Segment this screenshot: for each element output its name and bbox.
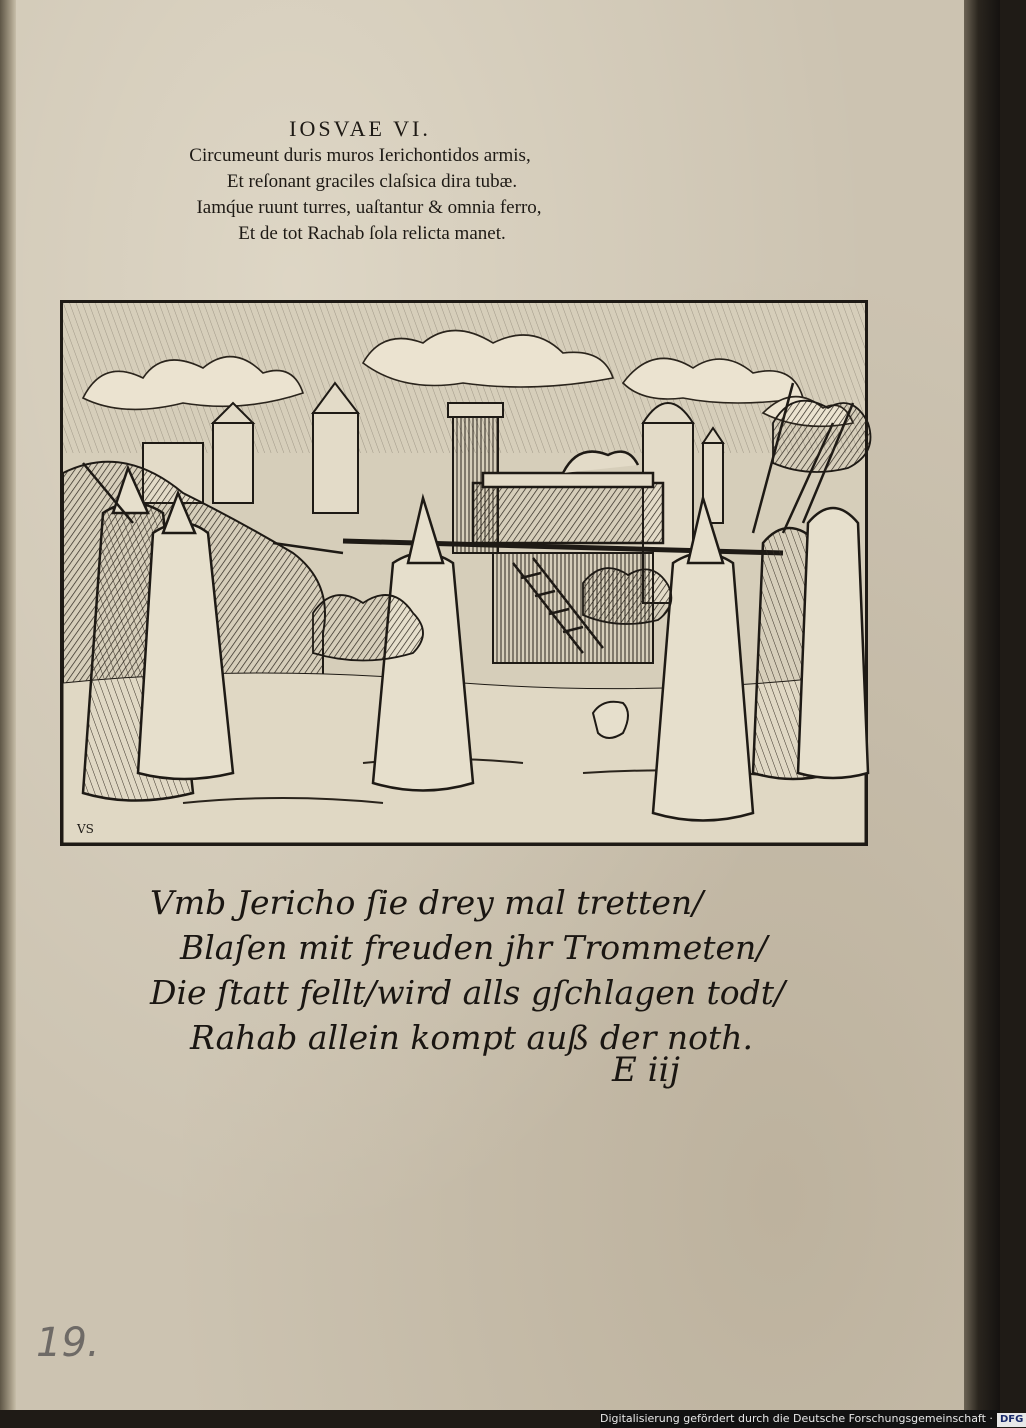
digitization-footer: Digitalisierung gefördert durch die Deutsche Forschungsgemeinschaft · DFG xyxy=(600,1410,1000,1428)
dfg-logo-icon: DFG xyxy=(997,1413,1026,1427)
chapter-heading: IOSVAE VI. xyxy=(289,116,431,141)
woodcut-illustration xyxy=(60,300,868,846)
footer-credit: Digitalisierung gefördert durch die Deutsche Forschungsgemeinschaft xyxy=(600,1412,986,1425)
german-verse: Vmb Jericho ſie drey mal tretten/ xyxy=(150,883,704,922)
latin-verse: Iamq́ue ruunt turres, uaſtantur & omnia ferro, xyxy=(196,197,542,218)
book-edge xyxy=(964,0,1000,1428)
woodcut-scene xyxy=(63,303,865,843)
artist-monogram: VS xyxy=(77,822,94,836)
dog-figure xyxy=(593,702,628,738)
latin-verse: Et reſonant graciles claſsica dira tubæ. xyxy=(226,171,518,192)
latin-verse: Circumeunt duris muros Ierichontidos armis, xyxy=(189,145,531,166)
german-verse: Blaſen mit freuden jhr Trommeten/ xyxy=(180,928,768,967)
german-verse: Die ſtatt fellt/wird alls gſchlagen todt/ xyxy=(150,973,786,1012)
german-verses xyxy=(150,880,790,1060)
page-spine-shadow xyxy=(0,0,16,1410)
latin-verse: Et de tot Rachab ſola relicta manet. xyxy=(238,223,506,244)
german-verse: Rahab allein kompt auß der noth. xyxy=(190,1018,753,1057)
latin-epigram xyxy=(160,116,560,247)
handwritten-folio-number: 19. xyxy=(36,1320,100,1366)
signature-mark: E iij xyxy=(612,1050,680,1090)
